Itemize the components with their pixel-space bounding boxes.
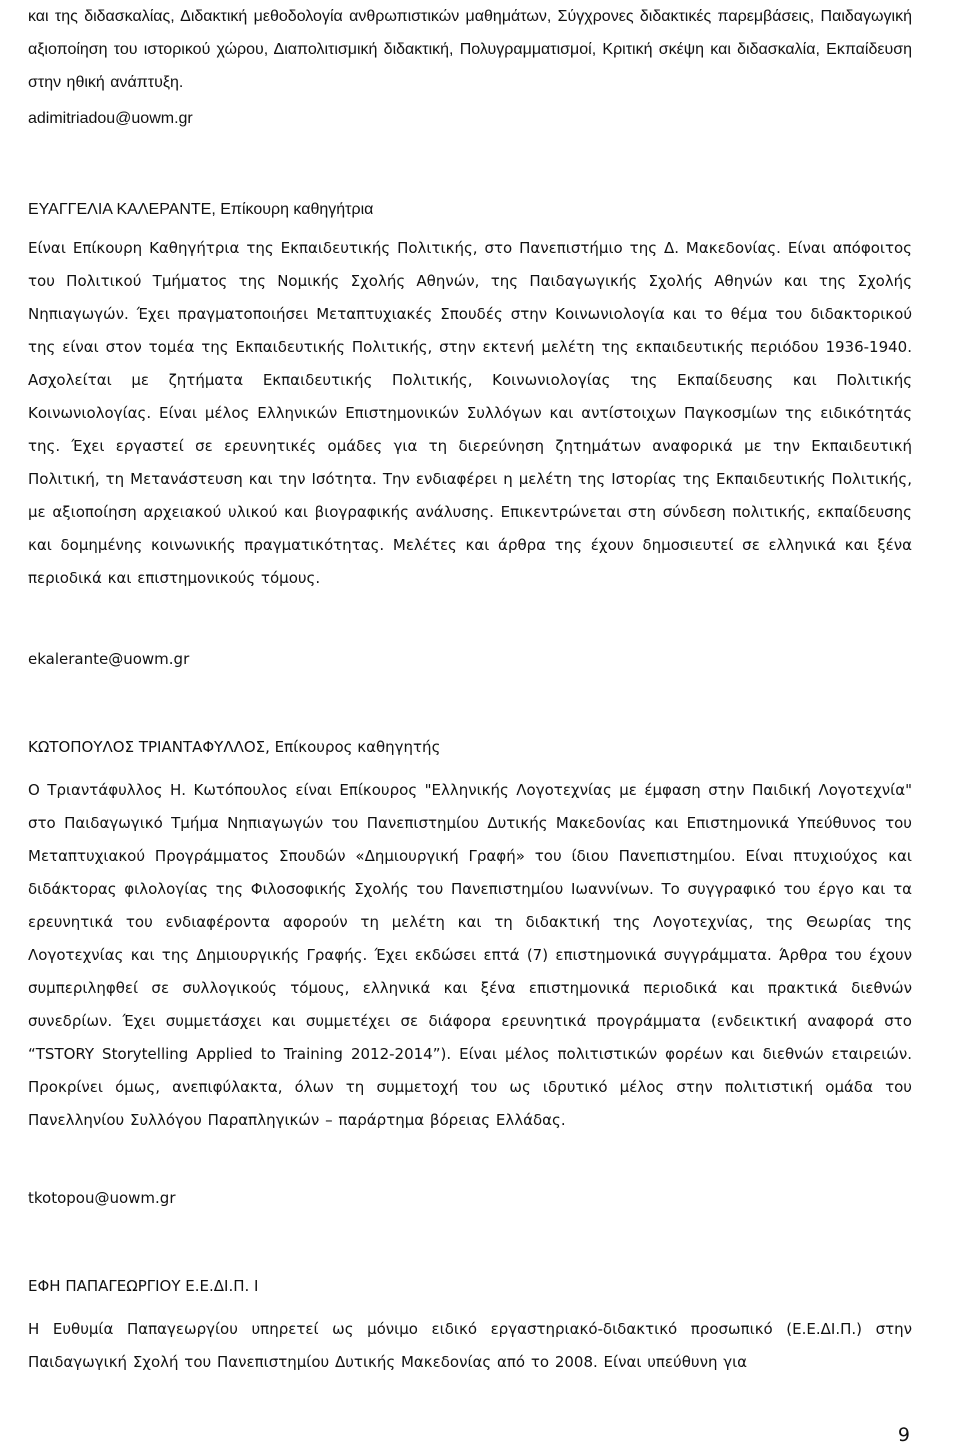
heading-kotopoulos: ΚΩΤΟΠΟΥΛΟΣ ΤΡΙΑΝΤΑΦΥΛΛΟΣ, Επίκουρος καθηγητής — [28, 738, 441, 756]
document-page — [28, 0, 912, 1450]
section-papageorgiou — [28, 1313, 912, 1379]
bio-kalerante: Είναι Επίκουρη Καθηγήτρια της Εκπαιδευτικής Πολιτικής, στο Πανεπιστήμιο της Δ. Μακεδονίας. Είναι απόφοιτος του Πολιτικού Τμήματος της Νομικής Σχολής Αθηνών, της Παιδαγωγικής Σχολής Αθηνών και της Σχολής Νηπιαγωγών. Έχει πραγματοποιήσει Μεταπτυχιακές Σπουδές στην Κοινωνιολογία και το θέμα του διδακτορικού της είναι στον τομέα της Εκπαιδευτικής Πολιτικής, στην εκτενή μελέτη της εκπαιδευτικής περιόδου 1936-1940. Ασχολείται με ζητήματα Εκπαιδευτικής Πολιτικής, Κοινωνιολογίας της Εκπαίδευσης και Πολιτικής Κοινωνιολογίας. Είναι μέλος Ελληνικών Επιστημονικών Συλλόγων και αντίστοιχων Παγκοσμίων της ειδικότητάς της. Έχει εργαστεί σε ερευνητικές ομάδες για τη διερεύνηση ζητημάτων αναφορικά με την Εκπαιδευτική Πολιτική, τη Μετανάστευση και την Ισότητα. Την ενδιαφέρει η μελέτη της Ιστορίας της Εκπαιδευτικής Πολιτικής, με αξιοποίηση αρχειακού υλικού και βιογραφικής ανάλυσης. Επικεντρώνεται στη σύνδεση πολιτικής, εκπαίδευσης και δομημένης κοινωνικής πραγματικότητας. Μελέτες και άρθρα της έχουν δημοσιευτεί σε ελληνικά και ξένα περιοδικά και επιστημονικούς τόμους. — [28, 239, 912, 587]
email-kalerante: ekalerante@uowm.gr — [28, 650, 190, 668]
section-kotopoulos — [28, 774, 912, 1137]
bio-papageorgiou: Η Ευθυμία Παπαγεωργίου υπηρετεί ως μόνιμο ειδικό εργαστηριακό-διδακτικό προσωπικό (Ε.Ε.ΔΙ.Π.) στην Παιδαγωγική Σχολή του Πανεπιστημίου Δυτικής Μακεδονίας από το 2008. Είναι υπεύθυνη για — [28, 1320, 912, 1371]
heading-kalerante: ΕΥΑΓΓΕΛΙΑ ΚΑΛΕΡΑΝΤΕ, Επίκουρη καθηγήτρια — [28, 201, 374, 218]
section-dimitriadou-continued — [28, 0, 912, 99]
heading-papageorgiou: ΕΦΗ ΠΑΠΑΓΕΩΡΓΙΟΥ Ε.Ε.ΔΙ.Π. Ι — [28, 1277, 259, 1295]
research-interests-paragraph: και της διδασκαλίας, Διδακτική μεθοδολογία ανθρωπιστικών μαθημάτων, Σύγχρονες διδακτικές παρεμβάσεις, Παιδαγωγική αξιοποίηση του ιστορικού χώρου, Διαπολιτισμική διδακτική, Πολυγραμματισμοί, Κριτική σκέψη και διδασκαλία, Εκπαίδευση στην ηθική ανάπτυξη. — [28, 8, 912, 91]
bio-kotopoulos: Ο Τριαντάφυλλος Η. Κωτόπουλος είναι Επίκουρος "Ελληνικής Λογοτεχνίας με έμφαση στην Παιδική Λογοτεχνία" στο Παιδαγωγικό Τμήμα Νηπιαγωγών του Πανεπιστημίου Δυτικής Μακεδονίας και Επιστημονικά Υπεύθυνος του Μεταπτυχιακού Προγράμματος Σπουδών «Δημιουργική Γραφή» του ίδιου Πανεπιστημίου. Είναι πτυχιούχος και διδάκτορας φιλολογίας της Φιλοσοφικής Σχολής του Πανεπιστημίου Ιωαννίνων. Το συγγραφικό του έργο και τα ερευνητικά του ενδιαφέροντα αφορούν τη μελέτη και τη διδακτική της Λογοτεχνίας, της Θεωρίας της Λογοτεχνίας και της Δημιουργικής Γραφής. Έχει εκδώσει επτά (7) επιστημονικά συγγράμματα. Άρθρα του έχουν συμπεριληφθεί σε συλλογικούς τόμους, ελληνικά και ξένα επιστημονικά περιοδικά και πρακτικά διεθνών συνεδρίων. Έχει συμμετάσχει και συμμετέχει σε διάφορα ερευνητικά προγράμματα (ενδεικτική αναφορά στο “TSTORY Storytelling Applied to Training 2012-2014”). Είναι μέλος πολιτιστικών φορέων και διεθνών εταιρειών. Προκρίνει όμως, ανεπιφύλακτα, όλων τη συμμετοχή του ως ιδρυτικό μέλος στην πολιτιστική ομάδα του Πανελληνίου Συλλόγου Παραπληγικών – παράρτημα βόρειας Ελλάδας. — [28, 781, 912, 1129]
email-kotopoulos: tkotopou@uowm.gr — [28, 1189, 176, 1207]
section-kalerante — [28, 232, 912, 595]
email-dimitriadou: adimitriadou@uowm.gr — [28, 110, 193, 127]
page-number: 9 — [897, 1424, 910, 1446]
